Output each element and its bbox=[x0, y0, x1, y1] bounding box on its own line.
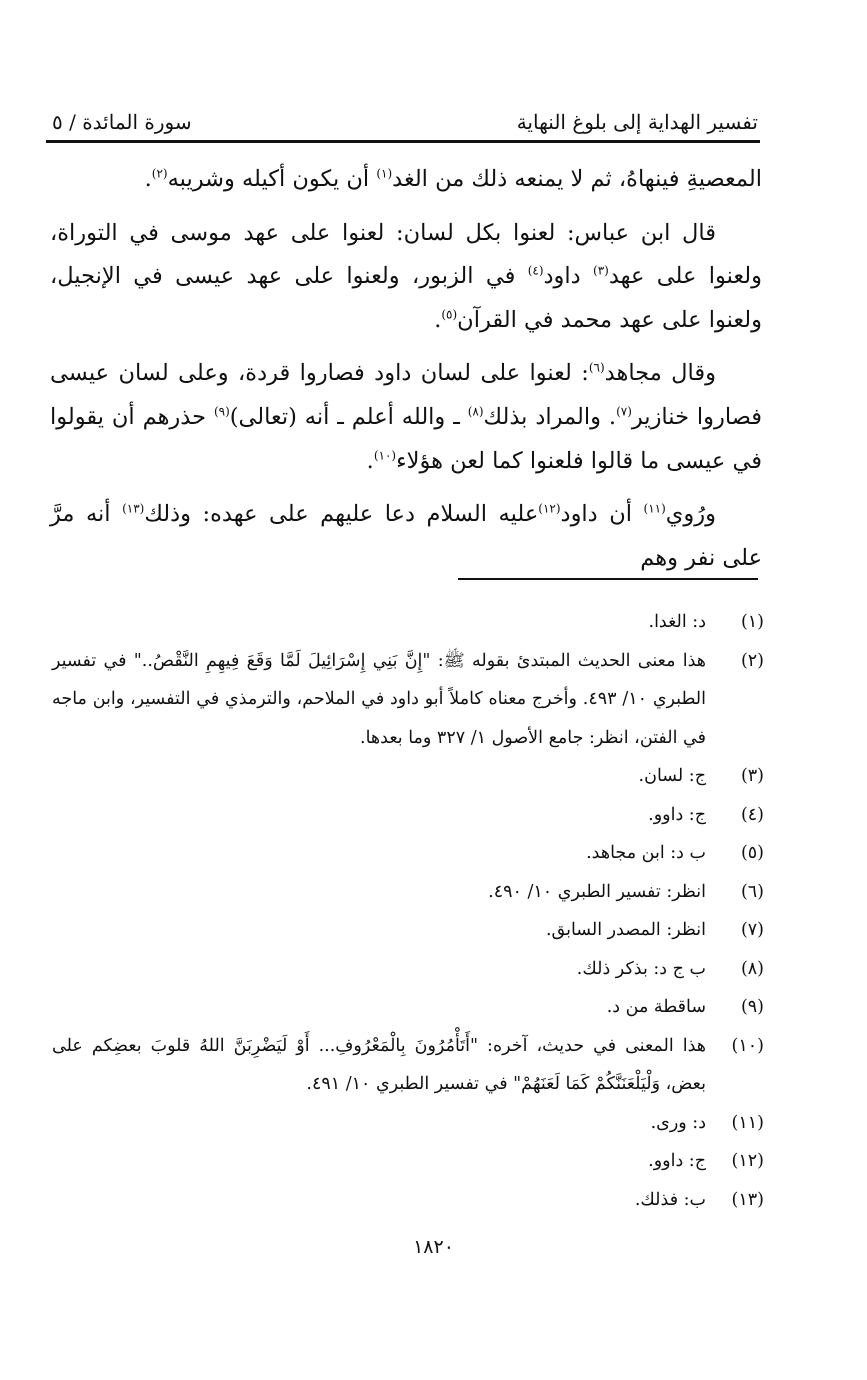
footnote-ref[interactable]: (٣) bbox=[593, 263, 609, 278]
footnote-separator bbox=[458, 578, 758, 580]
footnote-item bbox=[52, 796, 764, 835]
footnote-ref[interactable]: (٦) bbox=[588, 360, 605, 375]
footnote-item bbox=[52, 1104, 764, 1143]
footnote-ref[interactable]: (١٠) bbox=[373, 448, 397, 463]
footnote-text: ب: فذلك. bbox=[634, 1189, 706, 1210]
footnote-text: هذا معنى الحديث المبتدئ بقوله ﷺ: "إِنَّ بَنِي إِسْرَائِيلَ لَمَّا وَقَعَ فِيهِمِ النَّقْصُ.." في تفسير الطبري ١٠/ ٤٩٣. وأخرج معناه كاملاً أبو داود في الملاحم، والترمذي في التفسير، وابن ماجه في الفتن، انظر: جامع الأصول ١/ ٣٢٧ وما بعدها. bbox=[52, 650, 706, 748]
footnote-item bbox=[52, 834, 764, 873]
footnote-ref[interactable]: (٩) bbox=[213, 404, 230, 419]
footnote-item bbox=[52, 1181, 764, 1220]
footnote-ref[interactable]: (١٣) bbox=[122, 501, 145, 516]
honorific-glyph: عليه السلام دعا عليهم على عهده: وذلك bbox=[144, 501, 539, 528]
footnote-item bbox=[52, 603, 764, 642]
footnote-text: ساقطة من د. bbox=[606, 997, 706, 1017]
footnote-number: (١) bbox=[740, 612, 764, 632]
page-number: ١٨٢٠ bbox=[413, 1236, 454, 1258]
footnote-item bbox=[52, 950, 764, 989]
running-header bbox=[52, 98, 758, 134]
header-rule bbox=[46, 140, 760, 143]
paragraph-3: وقال مجاهد$^{(٦)}$: لعنوا على لسان داود فصاروا قردة، وعلى لسان عيسى فصاروا خنازير$^{(٧)}$. والمراد بذلك$^{(٨)}$ ـ والله أعلم ـ أنه (تعالى)$^{(٩)}$ حذرهم أن يقولوا في عيسى ما قالوا فلعنوا كما لعن هؤلاء$^{(١٠)}$. bbox=[50, 360, 763, 474]
footnote-text: ج: لسان. bbox=[638, 766, 706, 786]
footnote-item bbox=[52, 1027, 764, 1104]
footnote-number: (٨) bbox=[740, 958, 764, 979]
footnote-item bbox=[52, 988, 764, 1027]
footnote-ref[interactable]: (١٢) bbox=[538, 501, 561, 516]
footnote-item bbox=[52, 873, 764, 912]
footnote-number: (٢) bbox=[740, 650, 764, 671]
footnote-number: (١٠) bbox=[731, 1035, 764, 1056]
footnote-number: (٦) bbox=[740, 881, 764, 902]
footnote-number: (٥) bbox=[740, 843, 764, 863]
footnote-ref[interactable]: (٨) bbox=[467, 404, 484, 419]
footnote-ref[interactable]: (٤) bbox=[527, 263, 544, 278]
footnote-text: د: الغدا. bbox=[648, 612, 706, 632]
footnote-ref[interactable]: (٧) bbox=[616, 404, 632, 419]
paragraph-2: قال ابن عباس: لعنوا بكل لسان: لعنوا على عهد موسى في التوراة، ولعنوا على عهد$^{(٣)}$ داود$^{(٤)}$ في الزبور، ولعنوا على عهد عيسى في الإنجيل، ولعنوا على عهد محمد في القرآن$^{(٥)}$. bbox=[50, 219, 763, 333]
footnote-ref[interactable]: (١١) bbox=[643, 501, 666, 516]
footnote-ref[interactable]: (٢) bbox=[151, 166, 168, 181]
book-title: تفسير الهداية إلى بلوغ النهاية bbox=[516, 110, 758, 134]
footnote-number: (٤) bbox=[740, 804, 764, 825]
footnote-ref[interactable]: (٥) bbox=[441, 307, 458, 322]
footnote-text: ب د: ابن مجاهد. bbox=[586, 843, 706, 863]
footnote-text: ج: داوو. bbox=[648, 1151, 706, 1171]
footnote-number: (٣) bbox=[740, 766, 764, 786]
footnote-item bbox=[52, 757, 764, 796]
footnote-text: انظر: المصدر السابق. bbox=[545, 920, 706, 940]
paragraph-4: ورُوي$^{(١١)}$ أن داود$^{(١٢)}$عليه السلام دعا عليهم على عهده: وذلك$^{(١٣)}$ أنه مرَّ على نفر وهم bbox=[50, 501, 762, 571]
footnote-text: ب ج د: بذكر ذلك. bbox=[576, 958, 706, 979]
footnote-number: (١٣) bbox=[731, 1189, 764, 1210]
footnote-number: (٧) bbox=[740, 920, 764, 940]
footnote-number: (٩) bbox=[740, 997, 764, 1017]
main-text bbox=[50, 158, 762, 590]
footnote-ref[interactable]: (١) bbox=[376, 166, 393, 181]
footnote-text: هذا المعنى في حديث، آخره: "أَتَأْمُرُونَ بِالْمَعْرُوفِ... أَوْ لَيَضْرِبَنَّ اللهُ قلوبَ بعضِكم على بعض، وَلْيَلْعَنَنَّكُمْ كَمَا لَعَنَهُمْ" في تفسير الطبري ١٠/ ٤٩١. bbox=[52, 1035, 706, 1094]
footnote-text: د: ورى. bbox=[650, 1112, 706, 1133]
footnotes bbox=[52, 603, 764, 1219]
surah-reference: سورة المائدة / ٥ bbox=[52, 110, 192, 134]
footnote-item bbox=[52, 642, 764, 758]
footnote-item bbox=[52, 1142, 764, 1181]
footnote-item bbox=[52, 911, 764, 950]
footnote-number: (١٢) bbox=[731, 1151, 764, 1171]
footnote-text: ج: داوو. bbox=[648, 804, 706, 825]
paragraph-1: المعصيةِ فينهاهُ، ثم لا يمنعه ذلك من الغد$^{(١)}$ أن يكون أكيله وشريبه$^{(٢)}$. bbox=[144, 166, 762, 192]
footnote-text: انظر: تفسير الطبري ١٠/ ٤٩٠. bbox=[488, 881, 706, 902]
footnote-number: (١١) bbox=[731, 1112, 764, 1133]
